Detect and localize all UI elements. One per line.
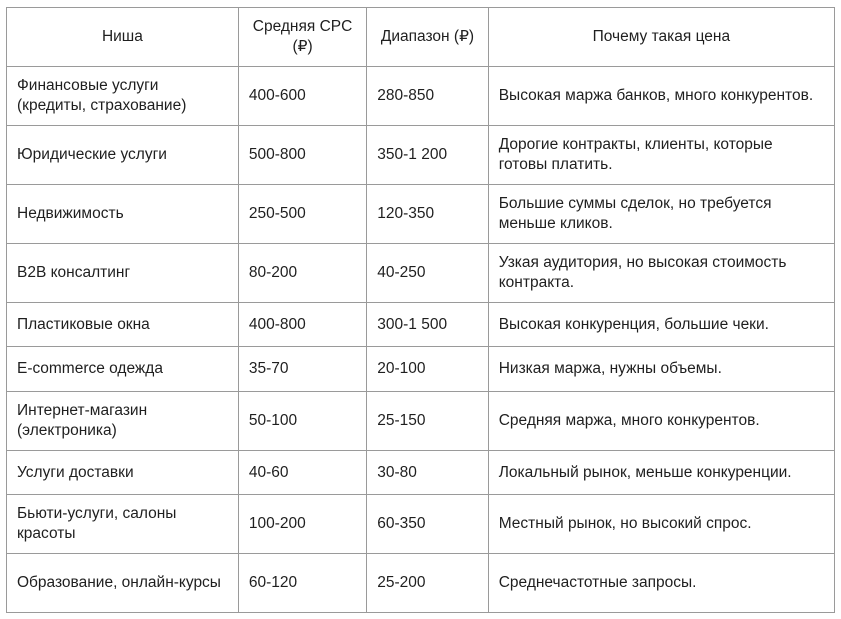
cell-range: 120-350 [367,185,488,244]
cell-avg-cpc: 80-200 [238,244,366,303]
cell-range: 40-250 [367,244,488,303]
table-row [7,347,835,392]
cell-avg-cpc: 400-600 [238,67,366,126]
cell-reason: Большие суммы сделок, но требуется меньше кликов. [488,185,834,244]
table-row [7,392,835,451]
cell-niche: Образование, онлайн-курсы [7,554,239,613]
table-row [7,244,835,303]
table-row [7,451,835,495]
cell-range: 350-1 200 [367,126,488,185]
table-row [7,303,835,347]
cell-avg-cpc: 40-60 [238,451,366,495]
cell-avg-cpc: 250-500 [238,185,366,244]
cell-reason: Высокая конкуренция, большие чеки. [488,303,834,347]
cell-reason: Узкая аудитория, но высокая стоимость контракта. [488,244,834,303]
cell-avg-cpc: 100-200 [238,495,366,554]
cell-range: 25-200 [367,554,488,613]
cell-niche: Интернет-магазин (электроника) [7,392,239,451]
table-header-row [7,8,835,67]
header-reason: Почему такая цена [488,8,834,67]
table-row [7,126,835,185]
cell-range: 280-850 [367,67,488,126]
cell-range: 20-100 [367,347,488,392]
cell-reason: Дорогие контракты, клиенты, которые готовы платить. [488,126,834,185]
header-range: Диапазон (₽) [367,8,488,67]
cell-reason: Средняя маржа, много конкурентов. [488,392,834,451]
cell-niche: Пластиковые окна [7,303,239,347]
cell-reason: Низкая маржа, нужны объемы. [488,347,834,392]
cell-reason: Локальный рынок, меньше конкуренции. [488,451,834,495]
cell-niche: Недвижимость [7,185,239,244]
cell-range: 300-1 500 [367,303,488,347]
cell-niche: Юридические услуги [7,126,239,185]
cell-avg-cpc: 60-120 [238,554,366,613]
header-niche: Ниша [7,8,239,67]
cell-reason: Местный рынок, но высокий спрос. [488,495,834,554]
cpc-niche-table [6,7,835,613]
table-row [7,185,835,244]
cell-niche: E-commerce одежда [7,347,239,392]
cell-range: 25-150 [367,392,488,451]
header-avg-cpc: Средняя CPC (₽) [238,8,366,67]
cell-avg-cpc: 500-800 [238,126,366,185]
table-row [7,495,835,554]
cell-niche: Бьюти-услуги, салоны красоты [7,495,239,554]
cell-niche: B2B консалтинг [7,244,239,303]
cell-avg-cpc: 35-70 [238,347,366,392]
table-row [7,67,835,126]
cell-niche: Услуги доставки [7,451,239,495]
cell-avg-cpc: 50-100 [238,392,366,451]
table-row [7,554,835,613]
cell-niche: Финансовые услуги (кредиты, страхование) [7,67,239,126]
cell-reason: Высокая маржа банков, много конкурентов. [488,67,834,126]
cell-avg-cpc: 400-800 [238,303,366,347]
cell-reason: Среднечастотные запросы. [488,554,834,613]
cell-range: 30-80 [367,451,488,495]
cell-range: 60-350 [367,495,488,554]
